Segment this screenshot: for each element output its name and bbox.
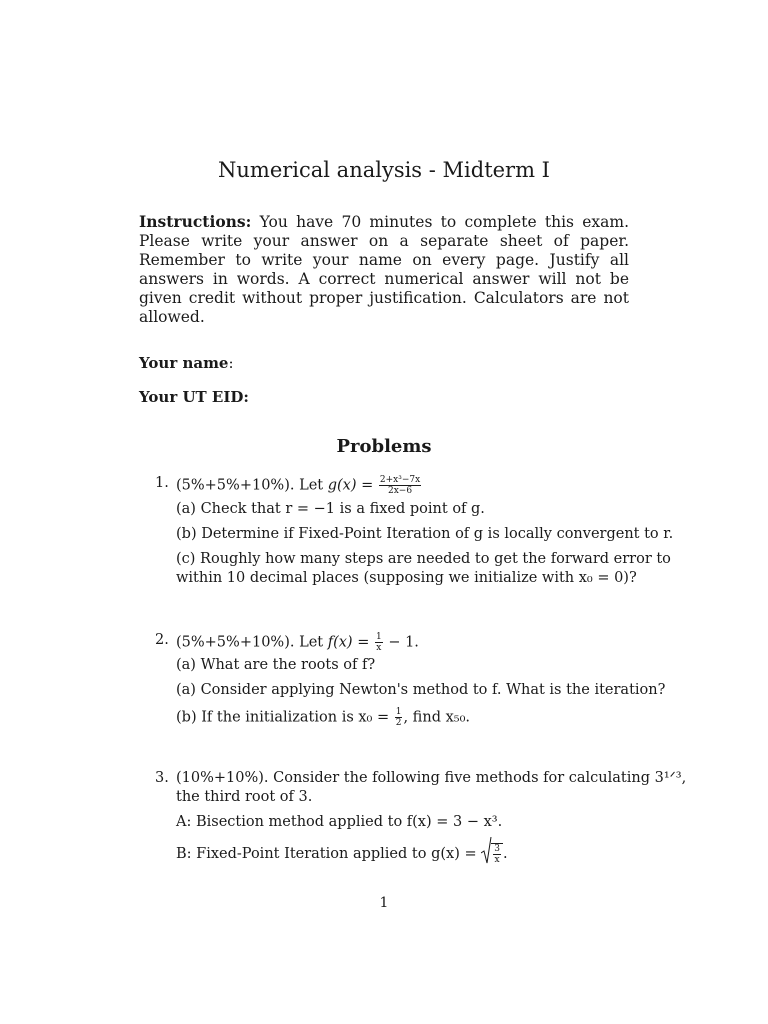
fraction-numerator: 3 [494, 844, 500, 854]
problems-heading: Problems [336, 436, 432, 457]
fraction-numerator: 1 [395, 707, 402, 717]
problem-2-part-c [176, 707, 470, 728]
problem-1-part-c-line-1: (c) Roughly how many steps are needed to get the forward error to [176, 551, 671, 567]
problem-2-number: 2. [155, 632, 169, 648]
problem-2-fraction [375, 632, 383, 653]
problem-1-statement [176, 475, 422, 496]
instructions-label: Instructions: [139, 212, 252, 231]
problem-3-option-b-fraction [493, 844, 501, 865]
fraction-denominator: 2 [395, 718, 402, 728]
problem-1-lead: Let [299, 477, 324, 494]
page-title: Numerical analysis - Midterm I [218, 158, 550, 182]
problem-2-part-c-pre: (b) If the initialization is x₀ = [176, 709, 390, 726]
problem-3-option-b-pre: B: Fixed-Point Iteration applied to g(x) = [176, 846, 477, 862]
eid-field [139, 388, 249, 406]
name-colon: : [228, 354, 234, 372]
problem-3-option-b-post: . [502, 846, 508, 862]
problem-2-part-a: (a) What are the roots of f? [176, 657, 376, 673]
instructions-text: You have 70 minutes to complete this exam. Please write your answer on a separate sheet of paper. Remember to write your name on every page. Justify all answers in words. A correct numerical answer will not be given credit without proper justification. Calculators are not allowed. [139, 213, 629, 326]
eid-label: Your UT EID: [139, 388, 249, 406]
problem-1-fraction [379, 475, 421, 496]
fraction-numerator: 1 [375, 632, 382, 642]
problem-2-part-b: (a) Consider applying Newton's method to f. What is the iteration? [176, 682, 666, 698]
square-root [481, 843, 503, 865]
problem-3-line-2: the third root of 3. [176, 789, 313, 805]
problem-3-number: 3. [155, 770, 169, 786]
fraction-denominator: x [494, 855, 500, 865]
problem-2-statement [176, 632, 419, 653]
problem-1-function: g(x) = [327, 477, 374, 494]
problem-2-part-c-fraction [395, 707, 403, 728]
problem-1-weights: (5%+5%+10%). [176, 477, 295, 494]
problem-1-part-c-line-2: within 10 decimal places (supposing we initialize with x₀ = 0)? [176, 570, 637, 586]
problem-3-option-b [176, 843, 508, 865]
problem-1-part-a: (a) Check that r = −1 is a fixed point of g. [176, 501, 485, 517]
fraction-denominator: 2x−6 [388, 486, 413, 496]
name-field [139, 354, 234, 372]
problem-1-number: 1. [155, 475, 169, 491]
problem-1-part-b: (b) Determine if Fixed-Point Iteration of g is locally convergent to r. [176, 526, 674, 542]
problem-2-lead: Let [299, 634, 324, 651]
square-root-content [491, 843, 503, 865]
fraction-numerator: 2+x³−7x [379, 475, 421, 485]
problem-2-weights: (5%+5%+10%). [176, 634, 295, 651]
page-number: 1 [379, 895, 389, 911]
problem-2-tail: − 1. [388, 634, 419, 651]
instructions-paragraph [139, 212, 629, 327]
fraction-denominator: x [376, 643, 382, 653]
name-label: Your name [139, 354, 229, 372]
problem-3-line-1: (10%+10%). Consider the following five methods for calculating 3¹ᐟ³, [176, 770, 687, 786]
problem-2-function: f(x) = [327, 634, 370, 651]
radical-sign-icon [481, 837, 492, 865]
problem-2-part-c-post: , find x₅₀. [403, 709, 471, 726]
problem-3-option-a: A: Bisection method applied to f(x) = 3 − x³. [176, 814, 503, 830]
